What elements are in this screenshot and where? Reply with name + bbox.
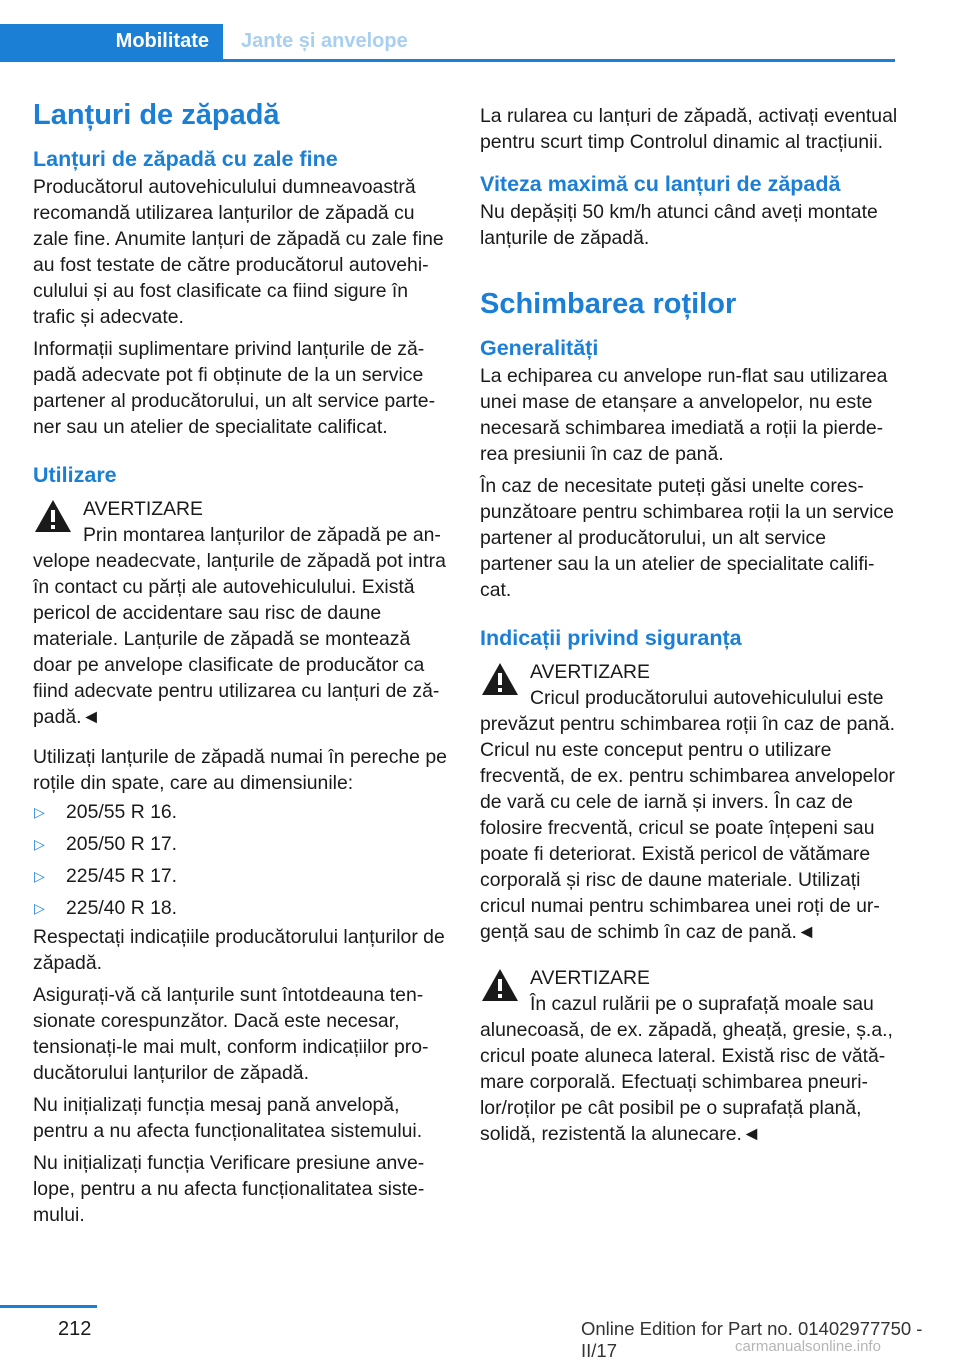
list-item: ▷ 225/40 R 18. bbox=[33, 892, 451, 924]
tab-mobilitate[interactable]: Mobilitate bbox=[0, 24, 223, 59]
watermark: carmanualsonline.info bbox=[735, 1338, 881, 1355]
warning-triangle-icon bbox=[33, 498, 73, 534]
right-column bbox=[480, 103, 898, 1147]
edition-info: Online Edition for Part no. 01402977750 - II/17 bbox=[581, 1318, 923, 1361]
paragraph: Producătorul autovehiculului dumneavoastră recomandă utilizarea lanțurilor de zăpadă cu zale fine. Anumite lanțuri de zăpadă cu zale fine au fost testate de către producătorul autovehiculului și au fost clasificate ca fiind sigure în trafic și adecvate. bbox=[33, 176, 444, 328]
warning-label: AVERTIZARE bbox=[530, 967, 650, 989]
triangle-bullet-icon: ▷ bbox=[34, 900, 45, 916]
paragraph: Utilizați lanțurile de zăpadă numai în pereche pe roțile din spate, care au dimensiunile: bbox=[33, 746, 447, 794]
warning-triangle-icon bbox=[480, 661, 520, 697]
paragraph: Nu inițializați funcția mesaj pană anvelopă, pentru a nu afecta funcționalitatea sistemului. bbox=[33, 1094, 423, 1142]
tab-jante-si-anvelope[interactable]: Jante și anvelope bbox=[241, 30, 408, 52]
triangle-bullet-icon: ▷ bbox=[34, 868, 45, 884]
subheading-utilizare: Utilizare bbox=[33, 463, 117, 487]
triangle-bullet-icon: ▷ bbox=[34, 804, 45, 820]
subheading-zale-fine: Lanțuri de zăpadă cu zale fine bbox=[33, 147, 338, 171]
page-number: 212 bbox=[58, 1318, 92, 1340]
subheading-indicatii-siguranta: Indicații privind siguranța bbox=[480, 626, 742, 650]
paragraph: Informații suplimentare privind lanțurile de zăpadă adecvate pot fi obținute de la un service partener al producătorului, un alt service partener sau un atelier de specialitate calificat. bbox=[33, 338, 436, 438]
warning-triangle-icon bbox=[480, 967, 520, 1003]
paragraph: Nu inițializați funcția Verificare presiune anvelope, pentru a nu afecta funcționalitatea sistemului. bbox=[33, 1152, 425, 1226]
paragraph: La rularea cu lanțuri de zăpadă, activați eventual pentru scurt timp Controlul dinamic al tracțiunii. bbox=[480, 105, 898, 153]
list-item: ▷ 225/45 R 17. bbox=[33, 860, 451, 892]
paragraph: Asigurați-vă că lanțurile sunt întotdeauna tensionate corespunzător. Dacă este necesar, tensionați-le mai mult, conform indicațiilor producătorului lanțurilor de zăpadă. bbox=[33, 984, 429, 1084]
title-lanturi-de-zapada: Lanțuri de zăpadă bbox=[33, 99, 280, 131]
header-tabbar bbox=[0, 24, 895, 62]
subheading-generalitati: Generalități bbox=[480, 336, 599, 360]
list-item: ▷ 205/55 R 16. bbox=[33, 796, 451, 828]
title-schimbarea-rotilor: Schimbarea roților bbox=[480, 288, 737, 320]
paragraph: În caz de necesitate puteți găsi unelte corespunzătoare pentru schimbarea roții la un service partener al producătorului, un alt service partener sau la un atelier de specialitate calificat. bbox=[480, 475, 894, 601]
warning-text: În cazul rulării pe o suprafață moale sau alunecoasă, de ex. zăpadă, gheață, gresie, ș.a., cricul poate aluneca lateral. Există risc de vătămare corporală. Efectuați schimbarea pneurilor/roților pe cât posibil pe o suprafață plană, solidă, rezistentă la alunecare.◄ bbox=[480, 993, 893, 1145]
triangle-bullet-icon: ▷ bbox=[34, 836, 45, 852]
left-column bbox=[33, 96, 451, 1228]
paragraph: Nu depășiți 50 km/h atunci când aveți montate lanțurile de zăpadă. bbox=[480, 201, 878, 249]
tire-size-list bbox=[33, 796, 451, 924]
warning-block bbox=[33, 496, 451, 730]
warning-block bbox=[480, 965, 898, 1147]
warning-text: Cricul producătorului autovehiculului este prevăzut pentru schimbarea roții în caz de pană. Cricul nu este conceput pentru o utilizare frecventă, de ex. pentru schimbarea anvelopelor de vară cu cele de iarnă și invers. În caz de folosire frecventă, cricul se poate înțepeni sau poate fi deteriorat. Există pericol de vătămare corporală și risc de daune materiale. Utilizați cricul numai pentru schimbarea unei roți de urgență sau de schimb în caz de pană.◄ bbox=[480, 687, 895, 943]
warning-block bbox=[480, 659, 898, 945]
footer-divider bbox=[0, 1305, 97, 1308]
warning-label: AVERTIZARE bbox=[530, 661, 650, 683]
subheading-viteza-maxima: Viteza maximă cu lanțuri de zăpadă bbox=[480, 172, 841, 196]
warning-text: Prin montarea lanțurilor de zăpadă pe anvelope neadecvate, lanțurile de zăpadă pot intra în contact cu părți ale autovehiculului. Există pericol de accidentare sau risc de daune materiale. Lanțurile de zăpadă se montează doar pe anvelope clasificate de producător ca fiind adecvate pentru utilizarea cu lanțuri de zăpadă.◄ bbox=[33, 524, 446, 728]
list-item: ▷ 205/50 R 17. bbox=[33, 828, 451, 860]
paragraph: Respectați indicațiile producătorului lanțurilor de zăpadă. bbox=[33, 926, 445, 974]
paragraph: La echiparea cu anvelope run-flat sau utilizarea unei mase de etanșare a anvelopelor, nu este necesară schimbarea imediată a roții la pierderea presiunii în caz de pană. bbox=[480, 365, 888, 465]
warning-label: AVERTIZARE bbox=[83, 498, 203, 520]
